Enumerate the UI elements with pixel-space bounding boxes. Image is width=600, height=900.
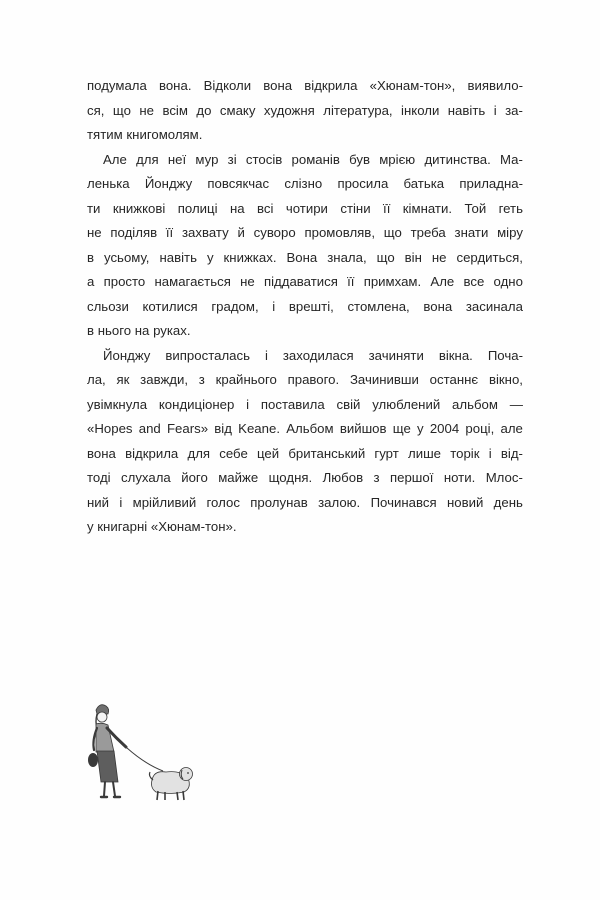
- text-line: ти книжкові полиці на всі чотири стіни її кімнати. Той геть: [87, 200, 523, 216]
- text-line: не поділяв її захвату й суворо промовляв, що треба знати міру: [87, 225, 523, 240]
- text-line: «Hopes and Fears» від Keane. Альбом вийшов ще у 2004 році, але: [87, 421, 523, 436]
- text-line: ла, як завжди, з крайнього правого. Зачинивши останнє вікно,: [87, 372, 523, 387]
- text-line: вона відкрила для себе цей британський гурт лише торік і від-: [87, 445, 523, 461]
- text-line: у книгарні «Хюнам-тон».: [87, 519, 237, 534]
- text-line: Але для неї мур зі стосів романів був мрією дитинства. Ма-: [103, 151, 523, 167]
- text-line: тятим книгомолям.: [87, 127, 203, 142]
- body-text: [87, 74, 523, 540]
- text-line: ний і мрійливий голос пролунав залою. Починався новий день: [87, 494, 523, 510]
- text-line: а просто намагається не піддаватися її примхам. Але все одно: [87, 274, 523, 289]
- text-line: ленька Йонджу повсякчас слізно просила батька приладна-: [87, 176, 523, 191]
- text-line: ся, що не всім до смаку художня література, інколи навіть і за-: [87, 102, 523, 118]
- text-line: увімкнула кондиціонер і поставила свій улюблений альбом —: [87, 396, 523, 412]
- woman-walking-dog-icon: [70, 696, 200, 816]
- text-line: Йонджу випросталась і заходилася зачиняти вікна. Поча-: [103, 347, 523, 363]
- text-line: в усьому, навіть у книжках. Вона знала, що він не сердиться,: [87, 249, 523, 265]
- text-line: в нього на руках.: [87, 323, 191, 338]
- text-line: подумала вона. Відколи вона відкрила «Хюнам-тон», виявило-: [87, 78, 523, 93]
- text-line: сльози котилися градом, і врешті, стомлена, вона засинала: [87, 298, 523, 314]
- text-line: тоді слухала його майже щодня. Любов з першої ноти. Млос-: [87, 470, 523, 485]
